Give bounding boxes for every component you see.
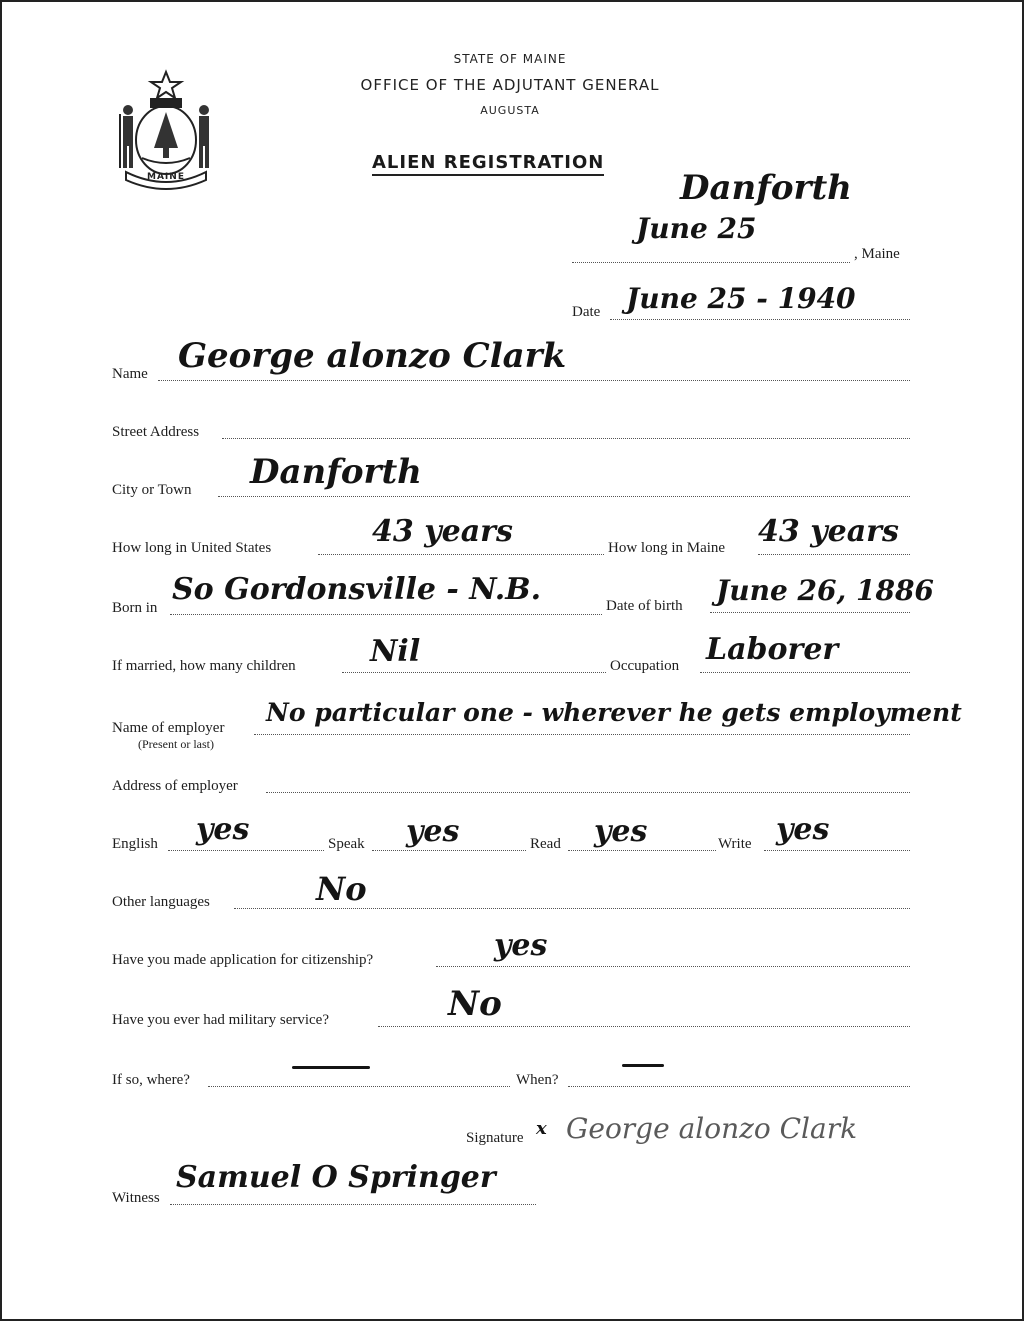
long-maine-line	[758, 554, 910, 555]
maine-label: , Maine	[854, 246, 900, 262]
header-city: AUGUSTA	[480, 104, 540, 117]
long-us-value: 43 years	[372, 514, 513, 549]
town-value: Danforth	[680, 168, 852, 208]
town-line	[572, 262, 850, 263]
other-languages-line	[234, 908, 910, 909]
name-label: Name	[112, 366, 148, 382]
occupation-label: Occupation	[610, 658, 680, 674]
speak-line	[372, 850, 526, 851]
military-line	[378, 1026, 910, 1027]
city-value: Danforth	[250, 452, 422, 492]
employer-label: Name of employer	[112, 720, 225, 736]
street-label: Street Address	[112, 424, 200, 440]
name-value: George alonzo Clark	[178, 336, 567, 376]
witness-label: Witness	[112, 1190, 160, 1206]
dob-label: Date of birth	[606, 598, 683, 614]
town-date-value: June 25	[636, 212, 757, 245]
date-line	[610, 319, 910, 320]
city-label: City or Town	[112, 482, 192, 498]
dob-line	[710, 612, 910, 613]
header-state: STATE OF MAINE	[453, 52, 567, 66]
born-line	[170, 614, 602, 615]
where-label: If so, where?	[112, 1072, 190, 1088]
when-label: When?	[516, 1072, 559, 1088]
header-office: OFFICE OF THE ADJUTANT GENERAL	[360, 76, 660, 94]
military-label: Have you ever had military service?	[112, 1012, 329, 1028]
employer-sublabel: (Present or last)	[138, 737, 214, 751]
date-value: June 25 - 1940	[626, 282, 856, 315]
long-maine-value: 43 years	[758, 514, 899, 549]
long-maine-label: How long in Maine	[608, 540, 726, 556]
english-value: yes	[196, 812, 250, 847]
witness-line	[170, 1204, 536, 1205]
english-line	[168, 850, 324, 851]
seal-banner-text: MAINE	[147, 172, 185, 182]
military-value: No	[448, 984, 502, 1024]
write-line	[764, 850, 910, 851]
name-line	[158, 380, 910, 381]
employer-address-line	[266, 792, 910, 793]
dob-value: June 26, 1886	[716, 574, 934, 607]
write-label: Write	[718, 836, 752, 852]
signature-value: George alonzo Clark	[566, 1112, 858, 1145]
where-dash-mark	[292, 1066, 370, 1069]
english-label: English	[112, 836, 158, 852]
read-line	[568, 850, 716, 851]
read-value: yes	[594, 814, 648, 849]
write-value: yes	[776, 812, 830, 847]
other-languages-value: No	[316, 870, 367, 908]
where-line	[208, 1086, 510, 1087]
form-title: ALIEN REGISTRATION	[372, 152, 604, 176]
when-dash-mark	[622, 1064, 664, 1067]
long-us-label: How long in United States	[112, 540, 272, 556]
long-us-line	[318, 554, 604, 555]
born-label: Born in	[112, 600, 158, 616]
citizenship-line	[436, 966, 910, 967]
occupation-line	[700, 672, 910, 673]
street-line	[222, 438, 910, 439]
employer-address-label: Address of employer	[112, 778, 238, 794]
employer-line	[254, 734, 910, 735]
children-label: If married, how many children	[112, 658, 296, 674]
signature-label: Signature	[466, 1130, 524, 1146]
date-label: Date	[572, 304, 601, 320]
citizenship-value: yes	[494, 928, 548, 963]
employer-value: No particular one - wherever he gets employment	[266, 698, 962, 727]
city-line	[218, 496, 910, 497]
born-value: So Gordonsville - N.B.	[172, 572, 542, 607]
citizenship-label: Have you made application for citizenship?	[112, 952, 374, 968]
occupation-value: Laborer	[706, 632, 839, 667]
speak-label: Speak	[328, 836, 365, 852]
speak-value: yes	[406, 814, 460, 849]
other-languages-label: Other languages	[112, 894, 210, 910]
read-label: Read	[530, 836, 561, 852]
children-value: Nil	[370, 634, 421, 669]
when-line	[568, 1086, 910, 1087]
witness-value: Samuel O Springer	[176, 1160, 496, 1195]
signature-mark: x	[536, 1118, 547, 1139]
children-line	[342, 672, 606, 673]
